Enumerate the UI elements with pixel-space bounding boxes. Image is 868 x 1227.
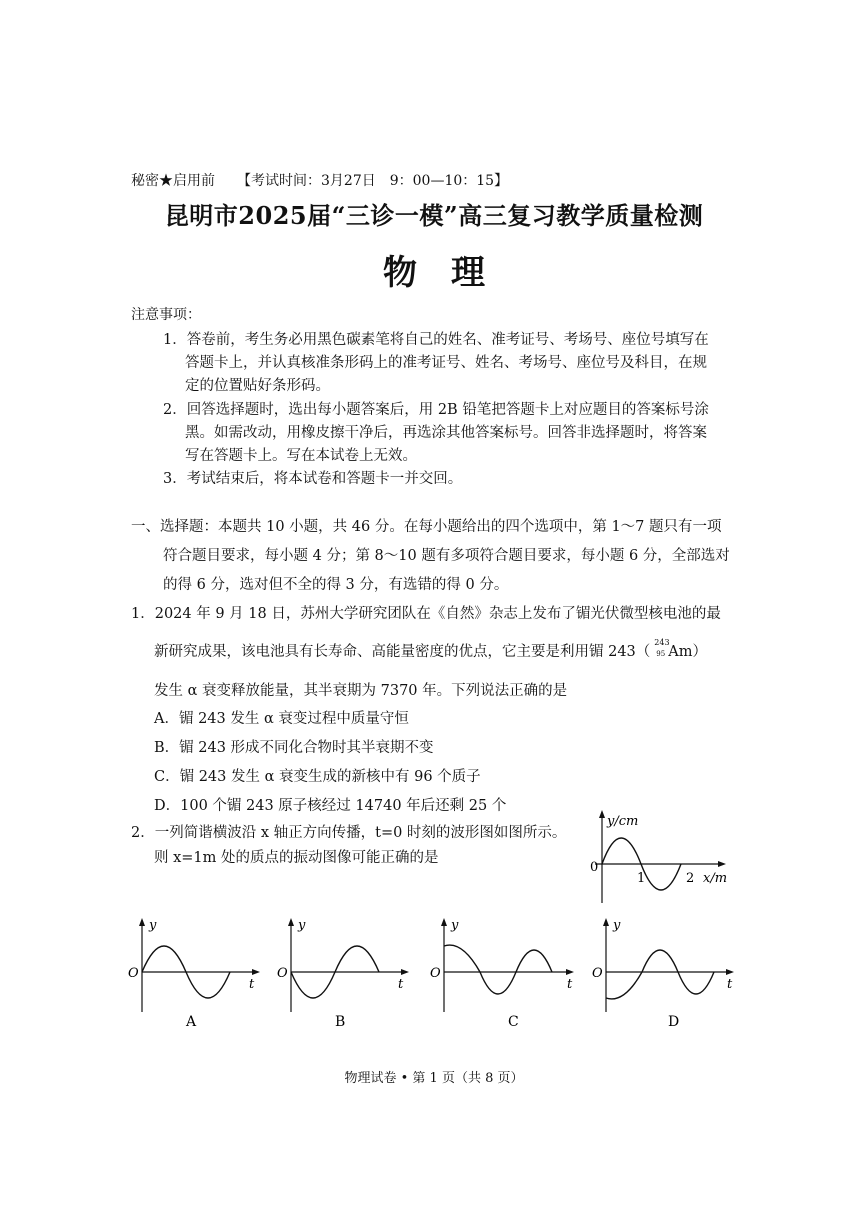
graph-t-label: t [567,977,573,992]
question-1-stem: 发生 α 衰变释放能量，其半衰期为 7370 年。下列说法正确的是 [154,683,568,699]
wave-tick-label: 2 [686,871,695,886]
subject-title: 物理 [383,253,519,293]
option-a: A．镅 243 发生 α 衰变过程中质量守恒 [154,711,409,727]
arrow-icon [566,969,574,975]
graph-caption: C [508,1014,519,1030]
wave-y-label: y/cm [607,814,639,829]
section-instructions: 的得 6 分，选对但不全的得 3 分，有选错的得 0 分。 [163,577,509,593]
arrow-icon [252,969,260,975]
graph-origin-label: O [128,966,139,981]
exam-title: 昆明市2025届“三诊一模”高三复习教学质量检测 [164,201,704,230]
arrow-icon [139,918,145,926]
choice-graph-a [126,912,266,1034]
wave-figure [585,808,735,908]
nuclide-notation: 243 95 [654,638,670,658]
notice-line: 1．答卷前，考生务必用黑色碳素笔将自己的姓名、准考证号、考场号、座位号填写在 [163,332,709,348]
wave-origin-label: 0 [590,860,599,875]
arrow-icon [288,918,294,926]
option-c: C．镅 243 发生 α 衰变生成的新核中有 96 个质子 [154,769,481,785]
choice-graph-c [428,912,580,1034]
secret-label: 秘密★启用前 [131,173,215,189]
arrow-icon [599,810,605,818]
graph-t-label: t [398,977,404,992]
nuclide-symbol: Am [668,644,693,660]
option-b: B．镅 243 形成不同化合物时其半衰期不变 [154,740,434,756]
choice-graph-d [590,912,740,1034]
graph-caption: B [335,1014,346,1030]
graph-y-label: y [149,918,157,933]
arrow-icon [603,918,609,926]
arrow-icon [441,918,447,926]
graph-t-label: t [249,977,255,992]
notice-line: 写在答题卡上。写在本试卷上无效。 [185,448,417,464]
graph-origin-label: O [430,966,441,981]
exam-time: 【考试时间：3月27日 9：00—10：15】 [237,173,509,189]
question-1-stem: 1．2024 年 9 月 18 日，苏州大学研究团队在《自然》杂志上发布了镅光伏微型核电池的最 [131,606,721,622]
question-2-stem: 2．一列简谐横波沿 x 轴正方向传播，t=0 时刻的波形图如图所示。 [131,825,567,841]
graph-curve [444,945,552,994]
notice-line: 答题卡上，并认真核准条形码上的准考证号、姓名、考场号、座位号及科目，在规 [185,355,707,371]
notice-line: 2．回答选择题时，选出每小题答案后，用 2B 铅笔把答题卡上对应题目的答案标号涂 [163,402,709,418]
section-instructions: 一、选择题：本题共 10 小题，共 46 分。在每小题给出的四个选项中，第 1～7 题只有一项 [131,519,722,535]
arrow-icon [401,969,409,975]
graph-caption: A [186,1014,197,1030]
question-1-stem: 新研究成果，该电池具有长寿命、高能量密度的优点，它主要是利用镅 243（ 243 95 Am） [154,638,708,660]
page-footer: 物理试卷 • 第 1 页（共 8 页） [344,1071,524,1086]
graph-caption: D [668,1014,680,1030]
notice-line: 定的位置贴好条形码。 [185,378,330,394]
graph-origin-label: O [277,966,288,981]
graph-y-label: y [451,918,459,933]
notice-line: 黑。如需改动，用橡皮擦干净后，再选涂其他答案标号。回答非选择题时，将答案 [185,425,707,441]
arrow-icon [718,861,726,867]
wave-tick-label: 1 [637,871,646,886]
graph-origin-label: O [592,966,603,981]
arrow-icon [726,969,734,975]
question-2-stem: 则 x=1m 处的质点的振动图像可能正确的是 [154,850,439,866]
choice-graph-b [275,912,415,1034]
graph-y-label: y [613,918,621,933]
exam-header [131,170,508,190]
graph-curve [606,950,714,999]
graph-t-label: t [727,977,733,992]
notice-line: 3．考试结束后，将本试卷和答题卡一并交回。 [163,471,463,487]
graph-y-label: y [298,918,306,933]
option-d: D．100 个镅 243 原子核经过 14740 年后还剩 25 个 [154,798,507,814]
wave-x-label: x/m [703,871,728,886]
notice-heading: 注意事项： [131,307,201,323]
section-instructions: 符合题目要求，每小题 4 分；第 8～10 题有多项符合题目要求，每小题 6 分，全部选对 [163,548,730,564]
